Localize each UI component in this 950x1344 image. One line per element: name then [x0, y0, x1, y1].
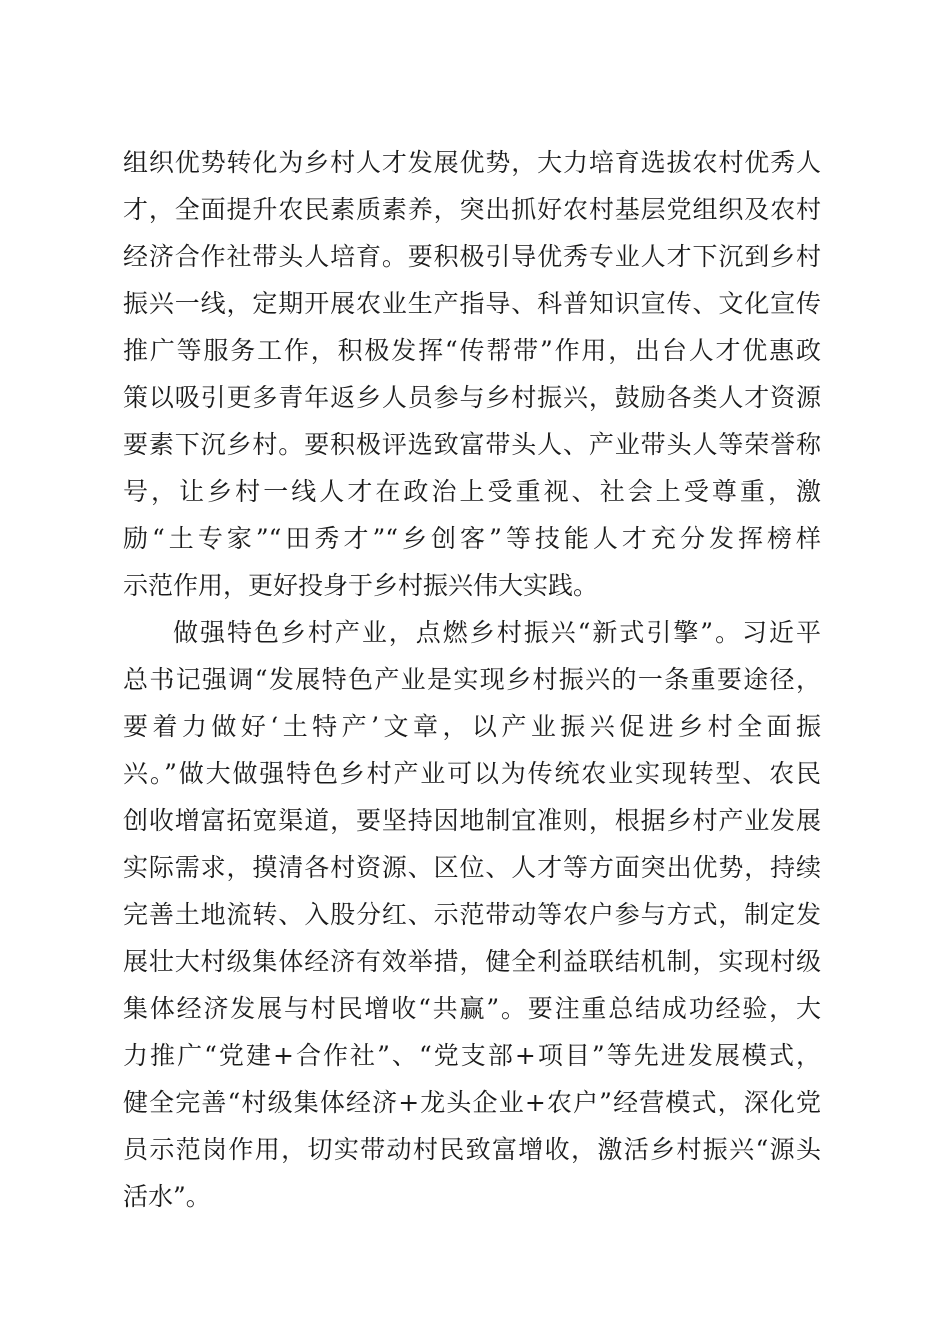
text-line: 励“土专家”“田秀才”“乡创客”等技能人才充分发挥榜样 — [123, 524, 821, 553]
text-line: 活水”。 — [123, 1182, 211, 1211]
text-line: 策以吸引更多青年返乡人员参与乡村振兴，鼓励各类人才资源 — [123, 383, 821, 412]
text-line: 展壮大村级集体经济有效举措，健全利益联结机制，实现村级 — [123, 947, 821, 976]
text-line: 组织优势转化为乡村人才发展优势，大力培育选拔农村优秀人 — [123, 148, 821, 177]
text-line: 完善土地流转、入股分红、示范带动等农户参与方式，制定发 — [123, 900, 821, 929]
text-line: 实际需求，摸清各村资源、区位、人才等方面突出优势，持续 — [123, 853, 821, 882]
text-line: 总书记强调“发展特色产业是实现乡村振兴的一条重要途径， — [123, 665, 821, 694]
text-line: 健全完善“村级集体经济+龙头企业+农户”经营模式，深化党 — [123, 1088, 821, 1117]
text-line: 做强特色乡村产业，点燃乡村振兴“新式引擎”。习近平 — [173, 618, 821, 647]
text-line: 兴。”做大做强特色乡村产业可以为传统农业实现转型、农民 — [123, 759, 821, 788]
text-line: 要着力做好‘土特产’文章，以产业振兴促进乡村全面振 — [123, 712, 821, 741]
text-line: 创收增富拓宽渠道，要坚持因地制宜准则，根据乡村产业发展 — [123, 806, 821, 835]
text-line: 集体经济发展与村民增收“共赢”。要注重总结成功经验，大 — [123, 994, 821, 1023]
text-line: 要素下沉乡村。要积极评选致富带头人、产业带头人等荣誉称 — [123, 430, 821, 459]
text-line: 经济合作社带头人培育。要积极引导优秀专业人才下沉到乡村 — [123, 242, 821, 271]
text-line: 力推广“党建+合作社”、“党支部+项目”等先进发展模式， — [123, 1041, 821, 1070]
text-line: 号，让乡村一线人才在政治上受重视、社会上受尊重，激 — [123, 477, 821, 506]
text-line: 员示范岗作用，切实带动村民致富增收，激活乡村振兴“源头 — [123, 1135, 821, 1164]
text-line: 示范作用，更好投身于乡村振兴伟大实践。 — [123, 571, 599, 600]
text-line: 振兴一线，定期开展农业生产指导、科普知识宣传、文化宣传 — [123, 289, 821, 318]
text-line: 推广等服务工作，积极发挥“传帮带”作用，出台人才优惠政 — [123, 336, 821, 365]
text-line: 才，全面提升农民素质素养，突出抓好农村基层党组织及农村 — [123, 195, 821, 224]
